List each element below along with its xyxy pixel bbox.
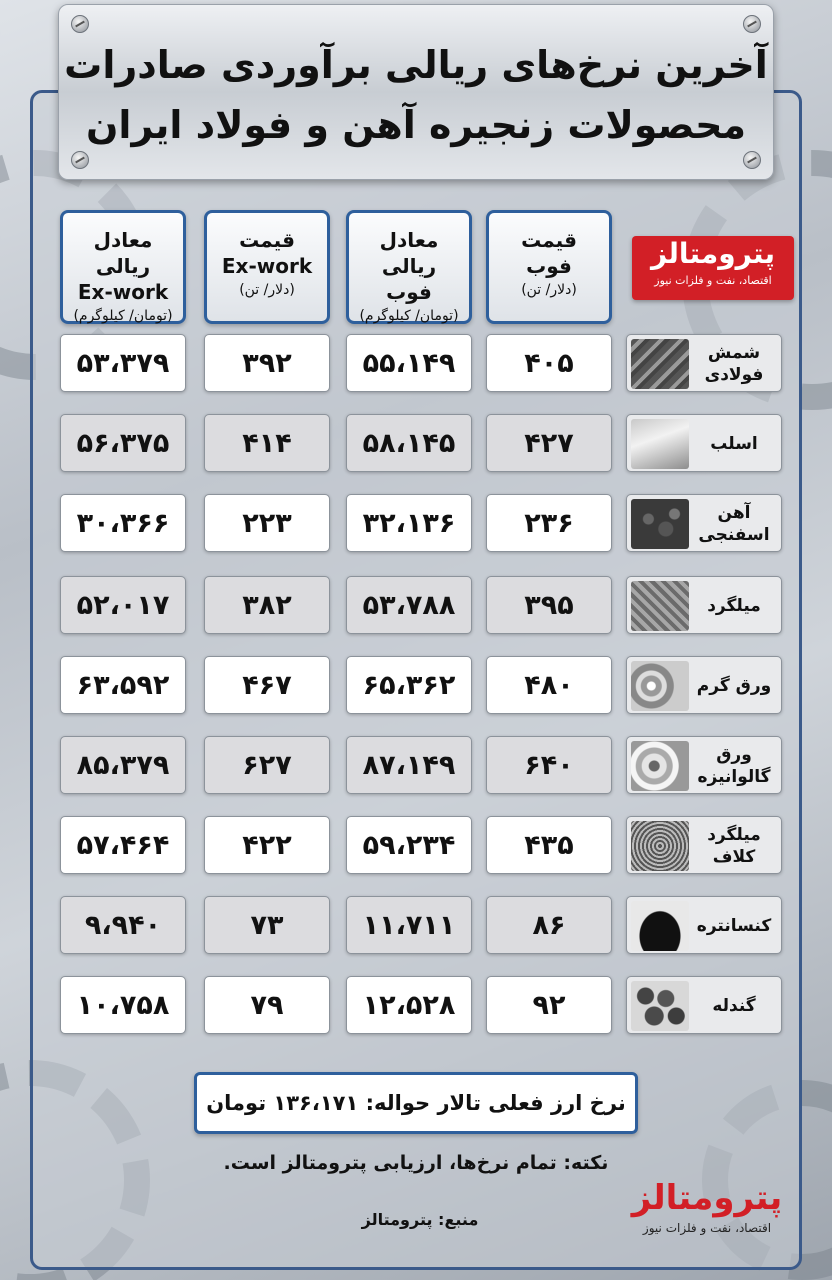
table-cell-fob-price: ۸۶ bbox=[486, 896, 612, 954]
wire-rod-coil-icon bbox=[631, 821, 689, 871]
column-header-fob-rial bbox=[346, 210, 472, 324]
column-header-exwork-rial bbox=[60, 210, 186, 324]
product-name: آهن اسفنجی bbox=[698, 503, 770, 545]
screw-icon bbox=[71, 151, 89, 169]
table-row-label bbox=[626, 334, 782, 392]
table-row-label bbox=[626, 414, 782, 472]
product-name: شمش فولادی bbox=[704, 343, 764, 385]
table-cell-exwork-rial: ۵۳،۳۷۹ bbox=[60, 334, 186, 392]
page-title-line-2: محصولات زنجیره آهن و فولاد ایران bbox=[85, 103, 746, 147]
product-name: ورق گالوانیزه bbox=[697, 745, 771, 787]
steel-billet-icon bbox=[631, 339, 689, 389]
table-cell-fob-rial: ۵۸،۱۴۵ bbox=[346, 414, 472, 472]
table-cell-exwork-price: ۲۲۳ bbox=[204, 494, 330, 552]
rebar-icon bbox=[631, 581, 689, 631]
sponge-iron-icon bbox=[631, 499, 689, 549]
steel-slab-icon bbox=[631, 419, 689, 469]
product-name: ورق گرم bbox=[696, 676, 772, 696]
brand-name: پترومتالز bbox=[651, 237, 775, 270]
page-title-line-1: آخرین نرخ‌های ریالی برآوردی صادرات bbox=[64, 43, 768, 87]
table-cell-exwork-price: ۴۲۲ bbox=[204, 816, 330, 874]
product-name: گندله bbox=[712, 996, 756, 1016]
footnote: نکته: تمام نرخ‌ها، ارزیابی پترومتالز است. bbox=[223, 1152, 609, 1174]
screw-icon bbox=[71, 15, 89, 33]
table-cell-exwork-price: ۳۹۲ bbox=[204, 334, 330, 392]
title-plate bbox=[58, 4, 774, 180]
table-cell-exwork-price: ۷۳ bbox=[204, 896, 330, 954]
table-cell-fob-price: ۶۴۰ bbox=[486, 736, 612, 794]
table-cell-fob-price: ۲۳۶ bbox=[486, 494, 612, 552]
table-cell-fob-rial: ۸۷،۱۴۹ bbox=[346, 736, 472, 794]
column-header-unit: (تومان/ کیلوگرم) bbox=[359, 308, 459, 324]
table-cell-fob-rial: ۱۱،۷۱۱ bbox=[346, 896, 472, 954]
product-name: میلگرد کلاف bbox=[707, 825, 761, 867]
table-cell-exwork-rial: ۵۲،۰۱۷ bbox=[60, 576, 186, 634]
brand-logo bbox=[632, 236, 794, 300]
table-cell-fob-rial: ۵۵،۱۴۹ bbox=[346, 334, 472, 392]
table-row-label bbox=[626, 976, 782, 1034]
column-header-label: قیمت bbox=[239, 228, 295, 252]
column-header-label: معادل ریالی bbox=[93, 228, 153, 278]
brand-tagline: اقتصاد، نفت و فلزات نیوز bbox=[654, 274, 772, 287]
table-row-label bbox=[626, 576, 782, 634]
iron-pellet-icon bbox=[631, 981, 689, 1031]
column-header-unit: (دلار/ تن) bbox=[239, 282, 295, 298]
table-row-label bbox=[626, 494, 782, 552]
column-header-label: Ex-work bbox=[77, 280, 169, 304]
exchange-rate-box: نرخ ارز فعلی تالار حواله: ۱۳۶،۱۷۱ تومان bbox=[194, 1072, 638, 1134]
table-cell-fob-rial: ۵۹،۲۳۴ bbox=[346, 816, 472, 874]
table-cell-exwork-price: ۴۱۴ bbox=[204, 414, 330, 472]
iron-concentrate-icon bbox=[631, 901, 689, 951]
table-row-label bbox=[626, 656, 782, 714]
table-cell-exwork-price: ۳۸۲ bbox=[204, 576, 330, 634]
table-cell-exwork-rial: ۶۳،۵۹۲ bbox=[60, 656, 186, 714]
table-cell-fob-rial: ۳۲،۱۳۶ bbox=[346, 494, 472, 552]
column-header-label: معادل ریالی bbox=[379, 228, 439, 278]
table-cell-fob-price: ۴۲۷ bbox=[486, 414, 612, 472]
table-cell-exwork-rial: ۳۰،۳۶۶ bbox=[60, 494, 186, 552]
galvanized-coil-icon bbox=[631, 741, 689, 791]
table-cell-fob-price: ۳۹۵ bbox=[486, 576, 612, 634]
table-row-label bbox=[626, 736, 782, 794]
table-cell-fob-price: ۹۲ bbox=[486, 976, 612, 1034]
table-cell-fob-rial: ۱۲،۵۲۸ bbox=[346, 976, 472, 1034]
table-cell-exwork-rial: ۹،۹۴۰ bbox=[60, 896, 186, 954]
product-name: اسلب bbox=[710, 434, 758, 454]
table-cell-exwork-rial: ۸۵،۳۷۹ bbox=[60, 736, 186, 794]
table-cell-exwork-price: ۷۹ bbox=[204, 976, 330, 1034]
table-cell-fob-price: ۴۳۵ bbox=[486, 816, 612, 874]
column-header-label: فوب bbox=[386, 280, 432, 304]
table-cell-fob-price: ۴۸۰ bbox=[486, 656, 612, 714]
column-header-label: قیمت bbox=[521, 228, 577, 252]
table-cell-exwork-price: ۴۶۷ bbox=[204, 656, 330, 714]
table-cell-fob-rial: ۵۳،۷۸۸ bbox=[346, 576, 472, 634]
product-name: کنسانتره bbox=[696, 916, 772, 936]
hot-rolled-coil-icon bbox=[631, 661, 689, 711]
table-cell-exwork-rial: ۵۷،۴۶۴ bbox=[60, 816, 186, 874]
table-cell-exwork-price: ۶۲۷ bbox=[204, 736, 330, 794]
table-cell-fob-rial: ۶۵،۳۶۲ bbox=[346, 656, 472, 714]
product-name: میلگرد bbox=[707, 596, 761, 616]
table-row-label bbox=[626, 896, 782, 954]
brand-name: پترومتالز bbox=[631, 1178, 783, 1218]
screw-icon bbox=[743, 15, 761, 33]
column-header-exwork-price bbox=[204, 210, 330, 324]
column-header-unit: (تومان/ کیلوگرم) bbox=[73, 308, 173, 324]
column-header-label: فوب bbox=[526, 254, 572, 278]
table-cell-exwork-rial: ۵۶،۳۷۵ bbox=[60, 414, 186, 472]
source-credit: منبع: پترومتالز bbox=[361, 1210, 479, 1229]
table-row-label bbox=[626, 816, 782, 874]
column-header-fob-price bbox=[486, 210, 612, 324]
table-cell-fob-price: ۴۰۵ bbox=[486, 334, 612, 392]
screw-icon bbox=[743, 151, 761, 169]
column-header-unit: (دلار/ تن) bbox=[521, 282, 577, 298]
column-header-label: Ex-work bbox=[221, 254, 313, 278]
table-cell-exwork-rial: ۱۰،۷۵۸ bbox=[60, 976, 186, 1034]
brand-logo-footer bbox=[612, 1176, 802, 1246]
brand-tagline: اقتصاد، نفت و فلزات نیوز bbox=[642, 1221, 772, 1235]
